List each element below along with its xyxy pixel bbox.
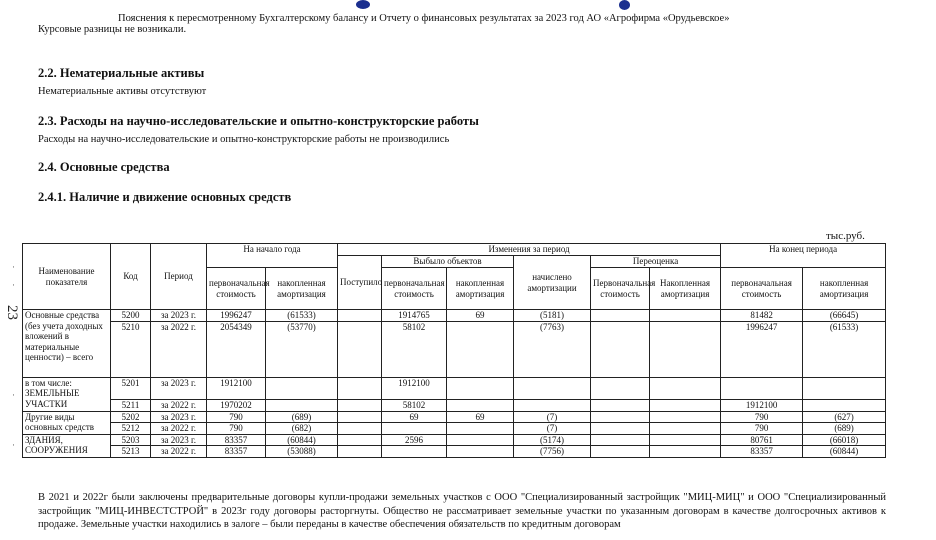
cell-disposed-accum [447,399,514,411]
table-row [23,399,886,411]
cell-period: за 2023 г. [151,310,207,322]
cell-reval-accum [650,321,721,377]
cell-code: 5202 [111,411,151,423]
cell-accrued: (5174) [514,434,591,446]
section-2-4-title: 2.4. Основные средства [38,160,170,174]
cell-start-cost: 790 [207,411,266,423]
cell-period: за 2023 г. [151,377,207,399]
cell-code: 5212 [111,423,151,435]
cell-end-accum: (66018) [803,434,886,446]
cell-start-cost: 83357 [207,446,266,458]
section-2-3-text: Расходы на научно-исследовательские и опытно-конструкторские работы не производились [38,134,450,145]
cell-received [338,423,382,435]
cell-disposed-cost: 1912100 [382,377,447,399]
col-end-header: На конец периода [721,244,886,268]
cell-period: за 2022 г. [151,321,207,377]
cell-start-cost: 1996247 [207,310,266,322]
cell-reval-cost [591,446,650,458]
cell-disposed-cost: 69 [382,411,447,423]
margin-mark: · [12,390,15,400]
cell-start-cost: 1970202 [207,399,266,411]
cell-end-accum: (689) [803,423,886,435]
cell-end-cost: 1912100 [721,399,803,411]
cell-disposed-cost: 58102 [382,399,447,411]
col-start-cost: первоначальная стоимость [207,268,266,310]
cell-start-cost: 790 [207,423,266,435]
cell-accrued: (7756) [514,446,591,458]
margin-mark: · [12,440,15,450]
cell-disposed-cost [382,446,447,458]
cell-code: 5213 [111,446,151,458]
col-code-header: Код [111,244,151,310]
cell-code: 5210 [111,321,151,377]
cell-reval-cost [591,377,650,399]
cell-reval-accum [650,423,721,435]
header-line: Пояснения к пересмотренному Бухгалтерскому балансу и Отчету о финансовых результатах за 2023 год АО «Агрофирма «Орудьевское» [118,13,730,24]
cell-disposed-accum: 69 [447,310,514,322]
cell-end-accum [803,399,886,411]
ink-blot [356,0,370,9]
cell-start-accum [266,377,338,399]
currency-note: Курсовые разницы не возникали. [38,24,187,35]
cell-start-accum: (682) [266,423,338,435]
cell-disposed-accum [447,377,514,399]
section-2-2-title: 2.2. Нематериальные активы [38,66,205,80]
cell-reval-cost [591,434,650,446]
col-period-header: Период [151,244,207,310]
cell-end-cost: 81482 [721,310,803,322]
cell-reval-accum [650,446,721,458]
cell-reval-cost [591,321,650,377]
cell-end-cost: 80761 [721,434,803,446]
cell-reval-accum [650,310,721,322]
cell-start-accum: (689) [266,411,338,423]
col-accrued-header: начислено амортизации [514,256,591,310]
cell-start-cost: 83357 [207,434,266,446]
cell-accrued [514,377,591,399]
cell-end-accum [803,377,886,399]
cell-accrued: (7) [514,423,591,435]
col-revaluation-header: Переоценка [591,256,721,268]
cell-received [338,434,382,446]
cell-end-cost: 83357 [721,446,803,458]
cell-reval-accum [650,411,721,423]
cell-accrued [514,399,591,411]
cell-accrued: (7) [514,411,591,423]
cell-reval-accum [650,377,721,399]
cell-period: за 2023 г. [151,434,207,446]
section-2-3-title: 2.3. Расходы на научно-исследовательские и опытно-конструкторские работы [38,114,479,128]
cell-received [338,399,382,411]
col-end-accum: накопленная амортизация [803,268,886,310]
cell-start-cost: 1912100 [207,377,266,399]
cell-received [338,446,382,458]
cell-end-accum: (61533) [803,321,886,377]
table-row [23,411,886,423]
cell-disposed-accum [447,434,514,446]
table-row [23,377,886,399]
table-row [23,310,886,322]
cell-disposed-accum [447,423,514,435]
row-name: ЗДАНИЯ, СООРУЖЕНИЯ [23,434,111,457]
cell-reval-cost [591,399,650,411]
row-name: Другие виды основных средств [23,411,111,434]
cell-period: за 2022 г. [151,399,207,411]
col-start-accum: накопленная амортизация [266,268,338,310]
cell-disposed-accum [447,321,514,377]
section-2-4-1-title: 2.4.1. Наличие и движение основных средств [38,190,292,204]
page-number-margin: 23 [4,305,20,320]
cell-period: за 2022 г. [151,423,207,435]
col-changes-header: Изменения за период [338,244,721,256]
cell-disposed-cost: 58102 [382,321,447,377]
cell-end-cost [721,377,803,399]
cell-reval-accum [650,434,721,446]
cell-reval-accum [650,399,721,411]
section-2-2-text: Нематериальные активы отсутствуют [38,86,207,97]
row-name: Основные средства (без учета доходных вложений в материальные ценности) – всего [23,310,111,378]
col-name-header: Наименование показателя [23,244,111,310]
cell-code: 5211 [111,399,151,411]
fixed-assets-table [22,243,886,458]
cell-received [338,321,382,377]
cell-end-cost: 1996247 [721,321,803,377]
bottom-paragraph: В 2021 и 2022г были заключены предварительные договоры купли-продажи земельных участков с ООО "Специализированный застройщик "МИЦ-МИЦ" и ООО "Специализированный застройщик "МИЦ-ИНВЕСТСТРОЙ" в 2023г году договоры расторгнуты. Общество не рассматривает земельные участки по указанным договорам в качестве долгосрочных активов к продаже. Земельные участки находились в залоге – были переданы в качестве обеспечения обязательств по кредитным договорам [38,492,886,530]
cell-received [338,310,382,322]
cell-end-cost: 790 [721,423,803,435]
col-disposed-accum: накопленная амортизация [447,268,514,310]
col-end-cost: первоначальная стоимость [721,268,803,310]
cell-end-accum: (60844) [803,446,886,458]
row-name: в том числе: ЗЕМЕЛЬНЫЕ УЧАСТКИ [23,377,111,411]
cell-accrued: (7763) [514,321,591,377]
table-row [23,434,886,446]
col-received-header: Поступило [338,256,382,310]
cell-start-accum: (53088) [266,446,338,458]
cell-code: 5200 [111,310,151,322]
cell-disposed-accum: 69 [447,411,514,423]
cell-disposed-cost [382,423,447,435]
col-start-header: На начало года [207,244,338,268]
cell-disposed-cost: 2596 [382,434,447,446]
table-row [23,446,886,458]
cell-disposed-cost: 1914765 [382,310,447,322]
cell-start-accum: (53770) [266,321,338,377]
cell-end-accum: (627) [803,411,886,423]
cell-period: за 2022 г. [151,446,207,458]
col-reval-cost: Первоначальная стоимость [591,268,650,310]
col-disposed-header: Выбыло объектов [382,256,514,268]
ink-blot [619,0,630,10]
cell-end-accum: (66645) [803,310,886,322]
margin-mark: · [12,262,15,272]
cell-received [338,377,382,399]
cell-start-accum: (61533) [266,310,338,322]
margin-mark: · [12,280,15,290]
cell-reval-cost [591,310,650,322]
table-row [23,423,886,435]
cell-end-cost: 790 [721,411,803,423]
unit-label: тыс.руб. [826,230,865,242]
cell-start-cost: 2054349 [207,321,266,377]
cell-start-accum [266,399,338,411]
col-disposed-cost: первоначальная стоимость [382,268,447,310]
cell-accrued: (5181) [514,310,591,322]
cell-reval-cost [591,423,650,435]
col-reval-accum: Накопленная амортизация [650,268,721,310]
cell-received [338,411,382,423]
cell-start-accum: (60844) [266,434,338,446]
cell-code: 5203 [111,434,151,446]
table-row [23,321,886,377]
cell-period: за 2023 г. [151,411,207,423]
cell-disposed-accum [447,446,514,458]
cell-reval-cost [591,411,650,423]
cell-code: 5201 [111,377,151,399]
